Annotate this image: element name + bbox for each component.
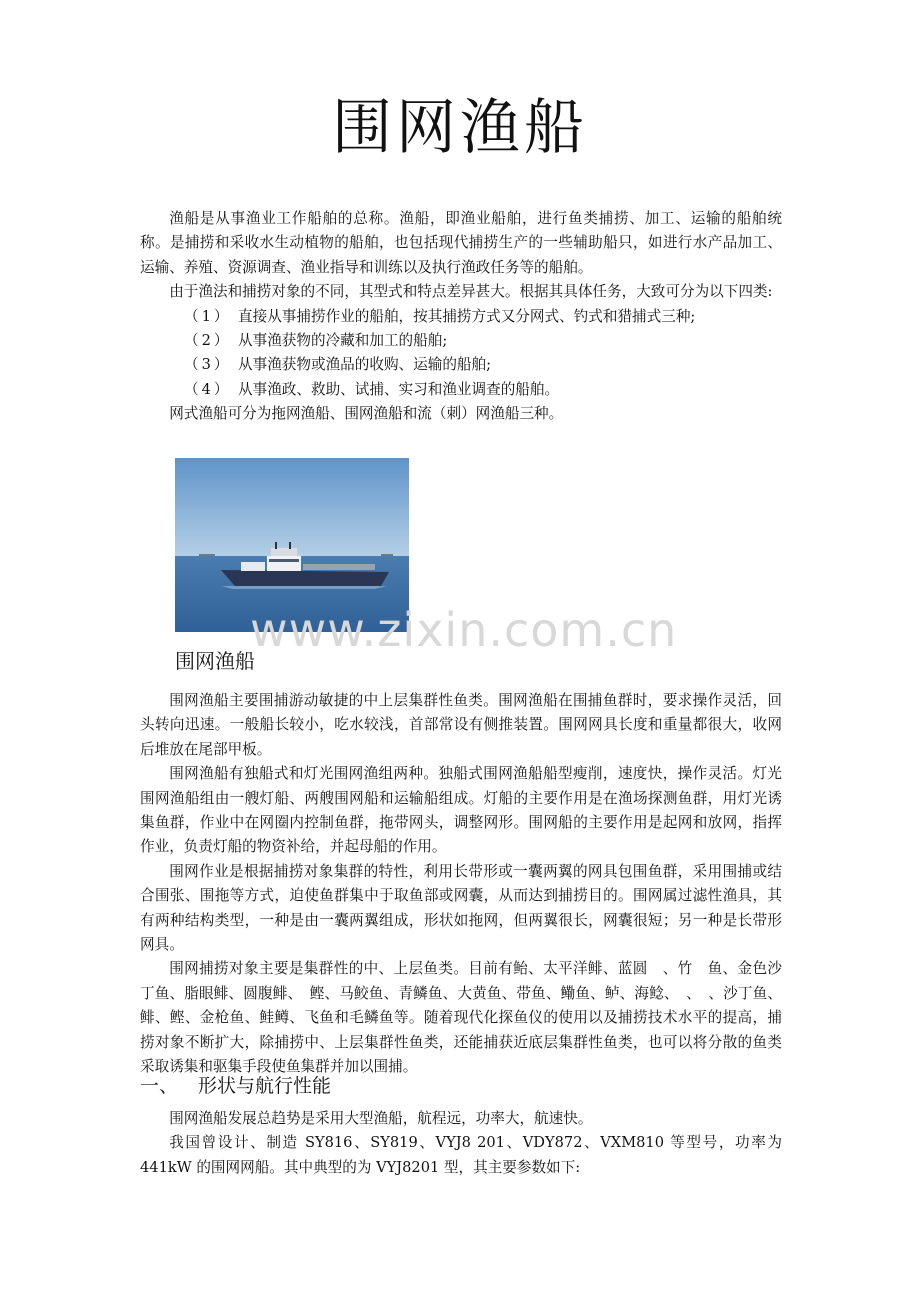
- section-subtitle: 围网渔船: [175, 649, 255, 673]
- list-item-number: （3）: [184, 356, 232, 374]
- section-title: 形状与航行性能: [198, 1075, 332, 1097]
- body-section: [140, 689, 782, 1080]
- list-item: [140, 378, 782, 402]
- list-item: [140, 353, 782, 377]
- section-1-body: [140, 1107, 782, 1180]
- vessel-category-list: [140, 305, 782, 403]
- watermark: www.zixin.com.cn: [250, 603, 678, 657]
- intro-paragraph-2: 由于渔法和捕捞对象的不同，其型式和特点差异甚大。根据其具体任务，大致可分为以下四类:: [169, 283, 773, 301]
- fishing-boat-illustration: [175, 458, 409, 632]
- section-number: 一、: [140, 1075, 179, 1097]
- list-item-text: 从事渔获物的冷藏和加工的船舶;: [238, 332, 448, 350]
- section-1-paragraph-1: 围网渔船发展总趋势是采用大型渔船，航程远，功率大，航速快。: [169, 1110, 593, 1127]
- body-paragraph-1: 围网渔船主要围捕游动敏捷的中上层集群性鱼类。围网渔船在围捕鱼群时，要求操作灵活，回头转向迅速。一般船长较小，吃水较浅，首部常设有侧推装置。围网网具长度和重量都很大，收网后堆放在尾部甲板。: [140, 692, 782, 758]
- body-paragraph-4: 围网捕捞对象主要是集群性的中、上层鱼类。目前有鲐、太平洋鲱、蓝圆 、竹 鱼、金色沙丁鱼、脂眼鲱、圆腹鲱、 鲣、马鲛鱼、青鳞鱼、大黄鱼、带鱼、鳓鱼、鲈、海鲶、 、 、沙丁鱼、鲱、鲣、金枪鱼、鲑鳟、飞鱼和毛鳞鱼等。随着现代化探鱼仪的使用以及捕捞技术水平的提高，捕捞对象不断扩大，除捕捞中、上层集群性鱼类，还能捕获近底层集群性鱼类，也可以将分散的鱼类采取诱集和驱集手段使鱼集群并加以围捕。: [140, 960, 782, 1076]
- section-1-paragraph-2: 我国曾设计、制造 SY816、SY819、VYJ8 201、VDY872、VXM810 等型号，功率为 441kW 的围网网船。其中典型的为 VYJ8201 型，其主要参数如下:: [140, 1134, 782, 1176]
- list-item-number: （4）: [184, 380, 232, 398]
- body-paragraph-3: 围网作业是根据捕捞对象集群的特性，利用长带形或一囊两翼的网具包围鱼群，采用围捕或结合围张、围拖等方式，迫使鱼群集中于取鱼部或网囊，从而达到捕捞目的。围网属过滤性渔具，其有两种结构类型，一种是由一囊两翼组成，形状如拖网，但两翼很长，网囊很短；另一种是长带形网具。: [140, 862, 782, 954]
- intro-paragraph-3: 网式渔船可分为拖网渔船、围网渔船和流（刺）网渔船三种。: [169, 405, 564, 423]
- intro-paragraph-1: 渔船是从事渔业工作船舶的总称。渔船，即渔业船舶，进行鱼类捕捞、加工、运输的船舶统称。是捕捞和采收水生动植物的船舶，也包括现代捕捞生产的一些辅助船只，如进行水产品加工、运输、养殖、资源调查、渔业指导和训练以及执行渔政任务等的船舶。: [140, 210, 782, 276]
- intro-section: [140, 207, 782, 427]
- list-item-text: 从事渔获物或渔品的收购、运输的船舶;: [238, 356, 492, 374]
- list-item-number: （2）: [184, 332, 232, 350]
- body-paragraph-2: 围网渔船有独船式和灯光围网渔组两种。独船式围网渔船船型瘦削，速度快，操作灵活。灯光围网渔船组由一艘灯船、两艘围网船和运输船组成。灯船的主要作用是在渔场探测鱼群，用灯光诱集鱼群，作业中在网圈内控制鱼群，拖带网头，调整网形。围网船的主要作用是起网和放网，指挥作业，负责灯船的物资补给，并起母船的作用。: [140, 765, 782, 856]
- list-item: [140, 305, 782, 329]
- list-item-text: 直接从事捕捞作业的船舶，按其捕捞方式又分网式、钓式和猎捕式三种;: [238, 307, 696, 325]
- list-item-text: 从事渔政、救助、试捕、实习和渔业调查的船舶。: [238, 380, 560, 398]
- section-heading: [140, 1071, 331, 1098]
- fishing-boat-photo: [175, 458, 409, 632]
- list-item: [140, 329, 782, 353]
- list-item-number: （1）: [184, 307, 232, 325]
- page-title: 围网渔船: [332, 93, 588, 163]
